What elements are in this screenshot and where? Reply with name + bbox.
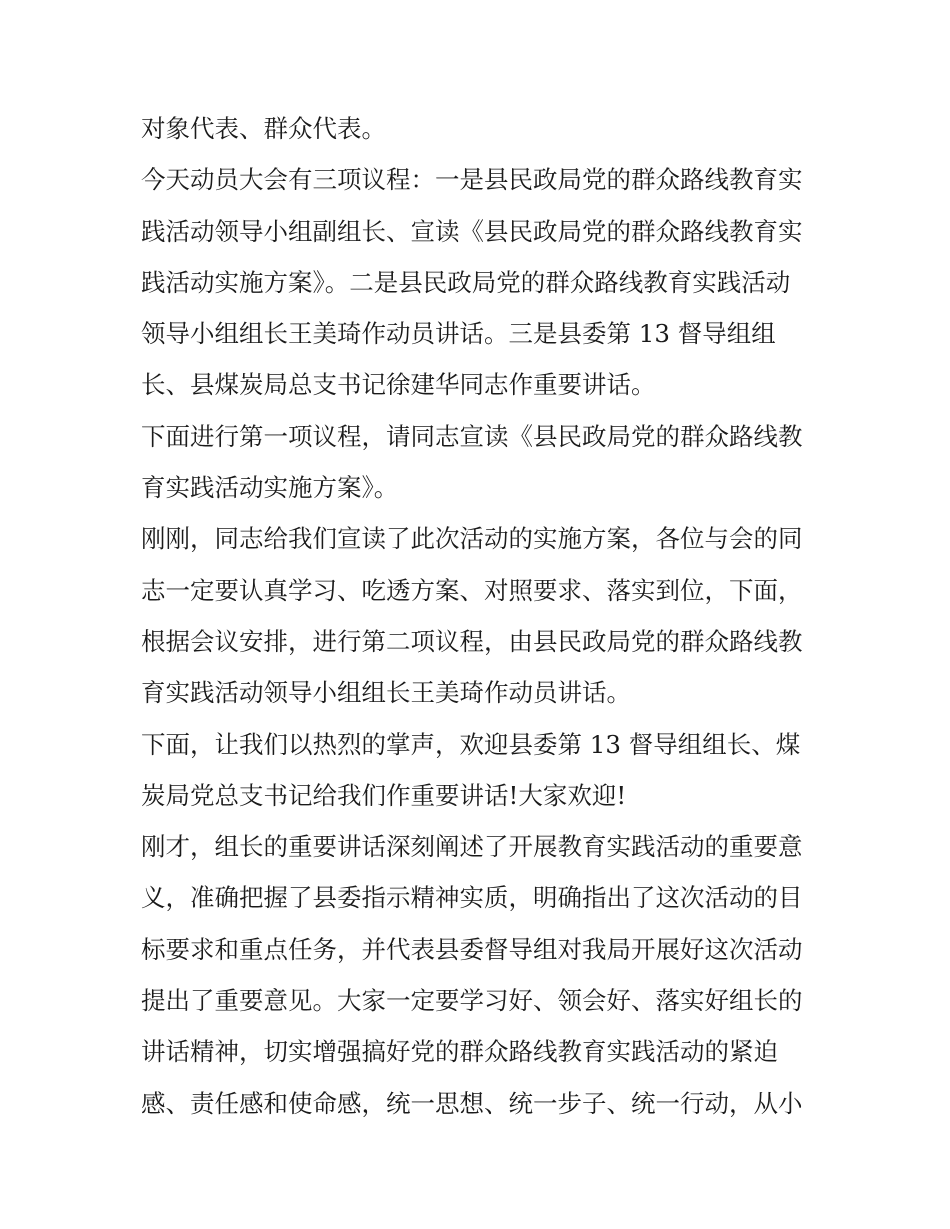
text-line: 刚刚，同志给我们宣读了此次活动的实施方案，各位与会的同: [141, 524, 803, 554]
text-line: 根据会议安排，进行第二项议程，由县民政局党的群众路线教: [141, 626, 803, 656]
document-body: [141, 108, 821, 1134]
text-line: 志一定要认真学习、吃透方案、对照要求、落实到位，下面，: [141, 575, 803, 605]
text-line: 义，准确把握了县委指示精神实质，明确指出了这次活动的目: [141, 883, 803, 913]
text-line: 提出了重要意见。大家一定要学习好、领会好、落实好组长的: [141, 986, 803, 1016]
text-line: 对象代表、群众代表。: [141, 114, 386, 143]
text-line: 讲话精神，切实增强搞好党的群众路线教育实践活动的紧迫: [141, 1037, 778, 1067]
text-line: 今天动员大会有三项议程：一是县民政局党的群众路线教育实: [141, 165, 803, 195]
text-line: 长、县煤炭局总支书记徐建华同志作重要讲话。: [141, 370, 656, 400]
text-line: 领导小组组长王美琦作动员讲话。三是县委第 13 督导组组: [141, 319, 776, 349]
text-line: 标要求和重点任务，并代表县委督导组对我局开展好这次活动: [141, 934, 803, 964]
text-line: 刚才，组长的重要讲话深刻阐述了开展教育实践活动的重要意: [141, 832, 803, 862]
text-line: 感、责任感和使命感，统一思想、统一步子、统一行动，从小: [141, 1088, 803, 1118]
text-line: 践活动实施方案》。二是县民政局党的群众路线教育实践活动: [141, 267, 791, 297]
text-line: 炭局党总支书记给我们作重要讲话!大家欢迎!: [141, 780, 627, 810]
text-line: 育实践活动领导小组组长王美琦作动员讲话。: [141, 678, 631, 708]
text-line: 践活动领导小组副组长、宣读《县民政局党的群众路线教育实: [141, 216, 803, 246]
text-line: 下面进行第一项议程，请同志宣读《县民政局党的群众路线教: [141, 421, 803, 451]
text-line: 育实践活动实施方案》。: [141, 473, 399, 503]
text-line: 下面，让我们以热烈的掌声，欢迎县委第 13 督导组组长、煤: [141, 729, 801, 759]
